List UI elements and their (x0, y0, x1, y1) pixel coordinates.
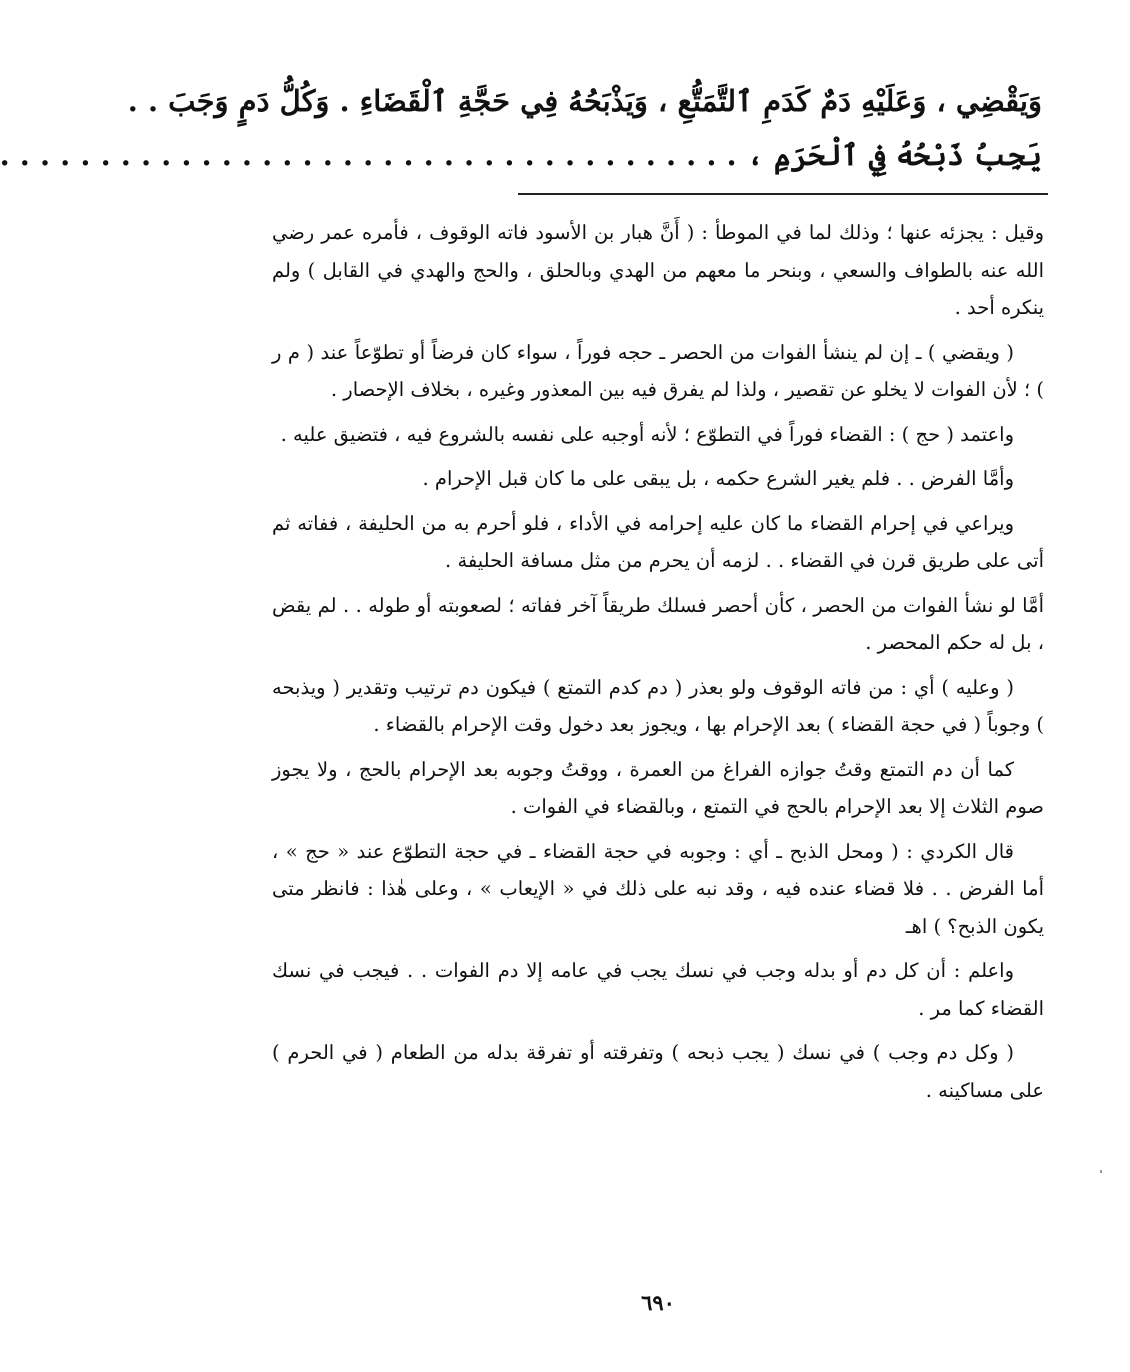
separator-rule (518, 193, 1048, 195)
commentary (272, 214, 1044, 1116)
commentary-paragraph: قال الكردي : ( ومحل الذبح ـ أي : وجوبه في حجة القضاء ـ في حجة التطوّع عند « حج » ، أما الفرض . . فلا قضاء عنده فيه ، وقد نبه على ذلك في « الإيعاب » ، وعلى هٰذا : فانظر متى يكون الذبح؟ ) اهـ (272, 839, 1044, 938)
commentary-paragraph: واعتمد ( حج ) : القضاء فوراً في التطوّع ؛ لأنه أوجبه على نفسه بالشروع فيه ، فتضيق عليه . (280, 422, 1014, 446)
page-number: ٦٩٠ (641, 1290, 675, 1315)
scan-speck (1100, 1170, 1102, 1173)
commentary-paragraph: واعلم : أن كل دم أو بدله وجب في نسك يجب في عامه إلا دم الفوات . . فيجب في نسك القضاء كما مر . (272, 959, 1044, 1020)
commentary-paragraph: ( وعليه ) أي : من فاته الوقوف ولو بعذر ( دم كدم التمتع ) فيكون دم ترتيب وتقدير ( ويذبحه ) وجوباً ( في حجة القضاء ) بعد الإحرام بها ، ويجوز بعد دخول وقت الإحرام بالقضاء . (272, 675, 1044, 736)
commentary-paragraph: ( وكل دم وجب ) في نسك ( يجب ذبحه ) وتفرقته أو تفرقة بدله من الطعام ( في الحرم ) على مساكينه . (272, 1041, 1044, 1102)
main-text-line: وَيَقْضِي ، وَعَلَيْهِ دَمٌ كَدَمِ ٱلتَّمَتُّعِ ، وَيَذْبَحُهُ فِي حَجَّةِ ٱلْقَضَاءِ . وَكُلُّ دَمٍ وَجَبَ . . (127, 84, 1042, 118)
commentary-paragraph: وأمَّا الفرض . . فلم يغير الشرع حكمه ، بل يبقى على ما كان قبل الإحرام . (422, 467, 1014, 490)
commentary-paragraph: وقيل : يجزئه عنها ؛ وذلك لما في الموطأ : ( أَنَّ هبار بن الأسود فاته الوقوف ، فأمره عمر رضي الله عنه بالطواف والسعي ، وبنحر ما معهم من الهدي وبالحلق ، والحج والهدي في القابل ) ولم ينكره أحد . (272, 221, 1045, 319)
commentary-paragraph: ويراعي في إحرام القضاء ما كان عليه إحرامه في الأداء ، فلو أحرم به من الحليفة ، ففاته ثم أتى على طريق قرن في القضاء . . لزمه أن يحرم من مثل مسافة الحليفة . (272, 511, 1044, 572)
commentary-paragraph: أمَّا لو نشأ الفوات من الحصر ، كأن أحصر فسلك طريقاً آخر ففاته ؛ لصعوبته أو طوله . . لم يقض ، بل له حكم المحصر . (272, 593, 1044, 654)
commentary-paragraph: كما أن دم التمتع وقتُ جوازه الفراغ من العمرة ، ووقتُ وجوبه بعد الإحرام بالحج ، ولا يجوز صوم الثلاث إلا بعد الإحرام بالحج في التمتع ، وبالقضاء في الفوات . (272, 757, 1044, 818)
commentary-paragraph: ( ويقضي ) ـ إن لم ينشأ الفوات من الحصر ـ حجه فوراً ، سواء كان فرضاً أو تطوّعاً عند ( م ر ) ؛ لأن الفوات لا يخلو عن تقصير ، ولذا لم يفرق فيه بين المعذور وغيره ، بخلاف الإحصار . (272, 340, 1044, 401)
main-text (0, 74, 1042, 182)
main-text-line: يَجِبُ ذَبْحُهُ فِي ٱلْحَرَمِ ، . . . . . . . . . . . . . . . . . . . . . . . . . . . . . . . . . . . . . (0, 138, 1042, 172)
